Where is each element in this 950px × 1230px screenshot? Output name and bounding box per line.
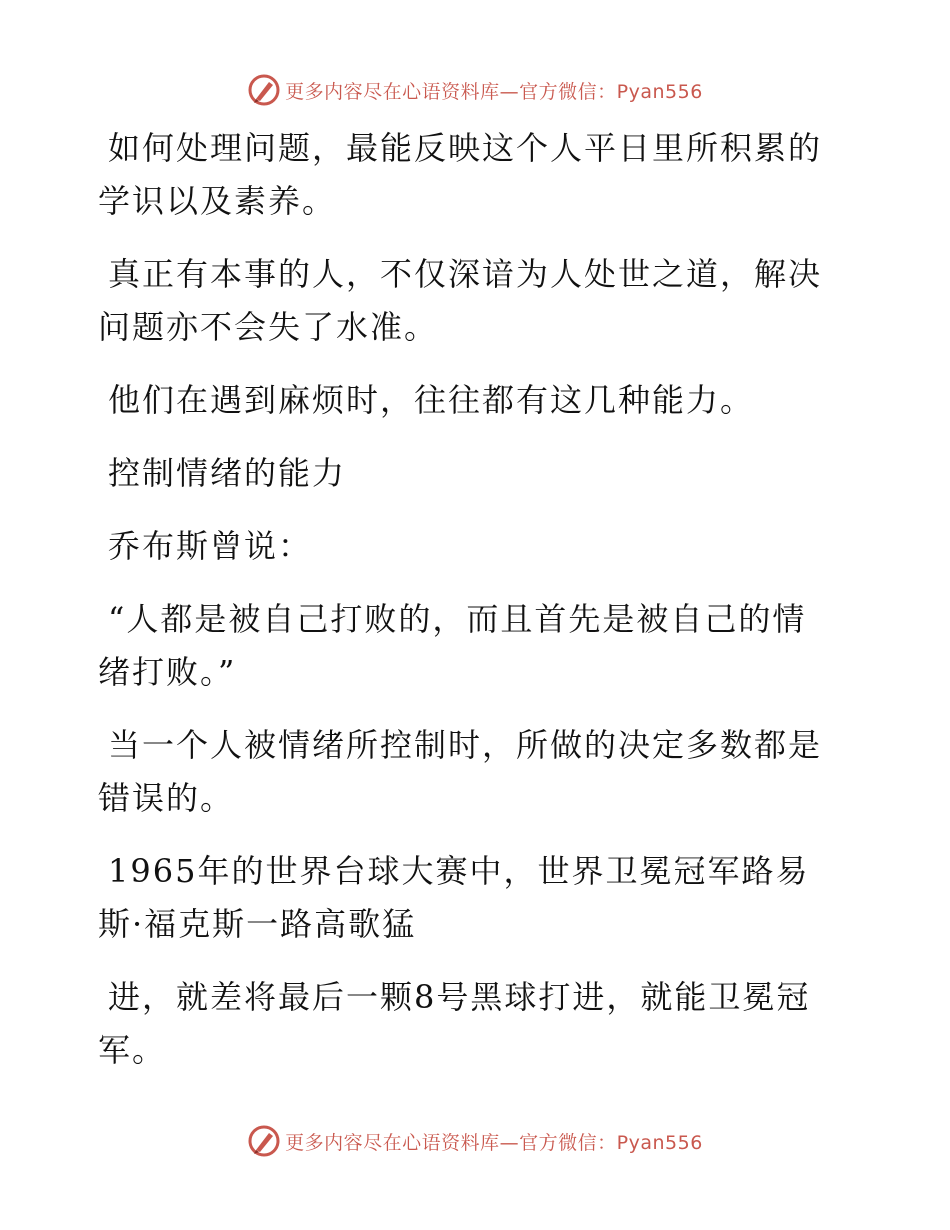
paragraph: 他们在遇到麻烦时，往往都有这几种能力。: [108, 381, 755, 419]
pen-logo-icon: [247, 73, 281, 107]
paragraph: 进，就差将最后一颗8号黑球打进，就能卫冕冠军。: [98, 978, 811, 1069]
paragraph: 真正有本事的人，不仅深谙为人处世之道，解决问题亦不会失了水准。: [98, 255, 823, 346]
paragraph: 如何处理问题，最能反映这个人平日里所积累的学识以及素养。: [98, 129, 823, 220]
section-heading: 控制情绪的能力: [108, 454, 347, 492]
paragraph: 1965年的世界台球大赛中，世界卫冕冠军路易斯·福克斯一路高歌猛: [98, 852, 810, 943]
pen-logo-icon: [247, 1124, 281, 1158]
paragraph: 乔布斯曾说：: [108, 527, 313, 565]
header-banner-text: 更多内容尽在心语资料库—官方微信：Pyan556: [285, 80, 703, 103]
footer-banner-text: 更多内容尽在心语资料库—官方微信：Pyan556: [285, 1131, 703, 1154]
header-banner: [0, 70, 950, 110]
quote-paragraph: “人都是被自己打败的，而且首先是被自己的情绪打败。”: [98, 600, 807, 691]
paragraph: 当一个人被情绪所控制时，所做的决定多数都是错误的。: [98, 726, 823, 817]
footer-banner: [0, 1121, 950, 1161]
document-body: [98, 122, 838, 1097]
